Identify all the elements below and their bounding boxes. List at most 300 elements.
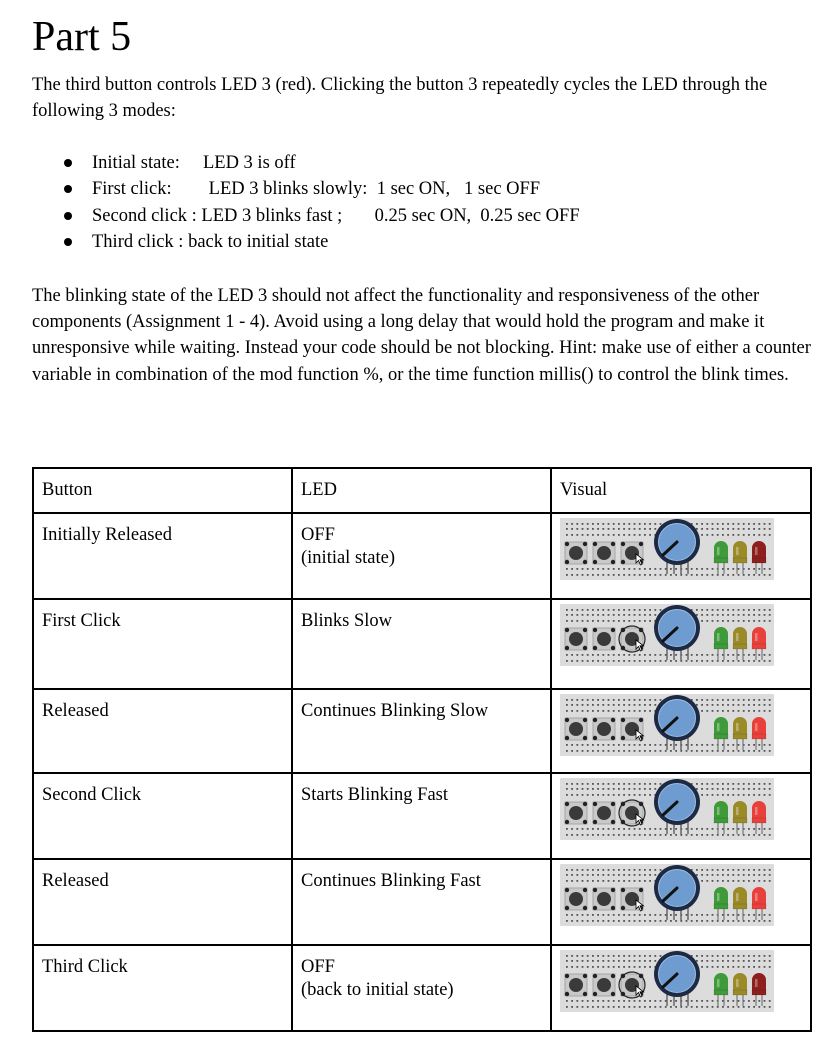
breadboard-hole [712, 914, 714, 916]
breadboard-hole [753, 609, 755, 611]
breadboard-hole [701, 750, 703, 752]
push-button-pin [565, 906, 569, 910]
breadboard-hole [758, 750, 760, 752]
breadboard-hole [571, 699, 573, 701]
led-base [752, 818, 766, 823]
push-button-pin [583, 646, 587, 650]
breadboard-hole [576, 699, 578, 701]
breadboard-hole [602, 834, 604, 836]
breadboard-hole [748, 920, 750, 922]
breadboard-hole [571, 834, 573, 836]
breadboard-hole [769, 568, 771, 570]
breadboard-hole [727, 794, 729, 796]
led-highlight [755, 893, 758, 901]
breadboard-hole [722, 920, 724, 922]
breadboard-hole [654, 874, 656, 876]
breadboard-hole [743, 523, 745, 525]
breadboard-hole [701, 914, 703, 916]
breadboard-hole [753, 1000, 755, 1002]
breadboard-hole [701, 710, 703, 712]
breadboard-hole [712, 568, 714, 570]
breadboard-hole [675, 828, 677, 830]
breadboard-hole [634, 794, 636, 796]
breadboard-hole [727, 620, 729, 622]
breadboard-hole [597, 704, 599, 706]
breadboard-hole [758, 660, 760, 662]
breadboard-hole [691, 750, 693, 752]
push-button-pin [611, 992, 615, 996]
breadboard-hole [597, 1000, 599, 1002]
breadboard-hole [571, 704, 573, 706]
breadboard-hole [706, 1006, 708, 1008]
breadboard-hole [608, 966, 610, 968]
breadboard-hole [582, 528, 584, 530]
breadboard-hole [634, 834, 636, 836]
breadboard-hole [628, 914, 630, 916]
breadboard-hole [712, 960, 714, 962]
breadboard-hole [644, 523, 646, 525]
led-highlight [717, 723, 720, 731]
breadboard-hole [628, 750, 630, 752]
breadboard-hole [732, 794, 734, 796]
breadboard-hole [639, 528, 641, 530]
breadboard-hole [566, 744, 568, 746]
breadboard-hole [597, 920, 599, 922]
breadboard-hole [743, 960, 745, 962]
breadboard-hole [706, 914, 708, 916]
breadboard-hole [769, 869, 771, 871]
breadboard-hole [644, 609, 646, 611]
breadboard-hole [712, 609, 714, 611]
breadboard-hole [649, 874, 651, 876]
breadboard-hole [764, 828, 766, 830]
breadboard-hole [613, 960, 615, 962]
breadboard-hole [686, 920, 688, 922]
led-cell: OFF (initial state) [292, 513, 551, 599]
breadboard-hole [649, 788, 651, 790]
breadboard-hole [566, 834, 568, 836]
breadboard-hole [644, 528, 646, 530]
breadboard-hole [712, 660, 714, 662]
breadboard-hole [764, 614, 766, 616]
breadboard-hole [592, 744, 594, 746]
breadboard-hole [738, 914, 740, 916]
breadboard-visual [560, 778, 774, 842]
breadboard-hole [576, 874, 578, 876]
breadboard-hole [732, 660, 734, 662]
breadboard-hole [727, 1006, 729, 1008]
breadboard-hole [587, 609, 589, 611]
breadboard-hole [608, 794, 610, 796]
breadboard-hole [602, 528, 604, 530]
breadboard-hole [602, 960, 604, 962]
breadboard-hole [597, 744, 599, 746]
breadboard-hole [654, 1000, 656, 1002]
breadboard-hole [628, 654, 630, 656]
breadboard-hole [758, 955, 760, 957]
breadboard-hole [727, 660, 729, 662]
led-base [733, 558, 747, 563]
breadboard-hole [732, 654, 734, 656]
breadboard-hole [566, 523, 568, 525]
breadboard-hole [634, 788, 636, 790]
breadboard-hole [660, 654, 662, 656]
breadboard-hole [696, 955, 698, 957]
breadboard-hole [628, 620, 630, 622]
breadboard-hole [654, 614, 656, 616]
breadboard-hole [675, 1000, 677, 1002]
breadboard-hole [758, 654, 760, 656]
led-highlight [736, 633, 739, 641]
breadboard-hole [602, 609, 604, 611]
breadboard-hole [748, 614, 750, 616]
breadboard-hole [722, 534, 724, 536]
breadboard-hole [748, 828, 750, 830]
led-base [714, 644, 728, 649]
breadboard-hole [608, 568, 610, 570]
breadboard-hole [712, 699, 714, 701]
breadboard-hole [712, 1000, 714, 1002]
breadboard-hole [634, 955, 636, 957]
breadboard-hole [644, 614, 646, 616]
breadboard-hole [634, 534, 636, 536]
breadboard-hole [582, 534, 584, 536]
breadboard-hole [628, 568, 630, 570]
breadboard-hole [639, 880, 641, 882]
breadboard-hole [602, 794, 604, 796]
breadboard-hole [623, 710, 625, 712]
breadboard-hole [654, 744, 656, 746]
breadboard-hole [701, 920, 703, 922]
breadboard-hole [748, 699, 750, 701]
breadboard-hole [571, 750, 573, 752]
breadboard-hole [592, 568, 594, 570]
breadboard-hole [592, 880, 594, 882]
breadboard-hole [582, 788, 584, 790]
push-button-pin [593, 906, 597, 910]
breadboard-hole [722, 750, 724, 752]
breadboard-hole [608, 788, 610, 790]
breadboard-hole [769, 534, 771, 536]
breadboard-hole [639, 744, 641, 746]
push-button-cap [597, 722, 611, 736]
breadboard-hole [717, 704, 719, 706]
breadboard-hole [696, 869, 698, 871]
push-button-pin [611, 646, 615, 650]
push-button-cap [597, 978, 611, 992]
breadboard-hole [722, 523, 724, 525]
led-highlight [717, 979, 720, 987]
breadboard-hole [639, 620, 641, 622]
breadboard-hole [727, 834, 729, 836]
breadboard-hole [628, 828, 630, 830]
breadboard-hole [623, 744, 625, 746]
breadboard-hole [628, 920, 630, 922]
breadboard-hole [649, 880, 651, 882]
breadboard-hole [587, 710, 589, 712]
breadboard-hole [717, 620, 719, 622]
led-highlight [717, 547, 720, 555]
breadboard-hole [613, 568, 615, 570]
breadboard-hole [587, 660, 589, 662]
breadboard-hole [571, 660, 573, 662]
breadboard-hole [758, 574, 760, 576]
breadboard-hole [675, 744, 677, 746]
breadboard-hole [592, 788, 594, 790]
breadboard-hole [613, 660, 615, 662]
breadboard-hole [628, 574, 630, 576]
breadboard-hole [566, 704, 568, 706]
list-item: Third click : back to initial state [60, 229, 580, 255]
breadboard-hole [748, 523, 750, 525]
breadboard-hole [623, 966, 625, 968]
breadboard-hole [769, 609, 771, 611]
breadboard-hole [727, 960, 729, 962]
breadboard-hole [602, 660, 604, 662]
breadboard-hole [649, 794, 651, 796]
breadboard-hole [727, 523, 729, 525]
breadboard-hole [743, 660, 745, 662]
breadboard-hole [764, 955, 766, 957]
push-button-pin [611, 974, 615, 978]
breadboard-hole [592, 654, 594, 656]
breadboard-hole [738, 528, 740, 530]
breadboard-hole [587, 568, 589, 570]
breadboard-hole [582, 834, 584, 836]
breadboard-hole [732, 869, 734, 871]
push-button-pin [583, 802, 587, 806]
breadboard-hole [738, 874, 740, 876]
breadboard-hole [639, 609, 641, 611]
breadboard-hole [743, 955, 745, 957]
breadboard-hole [571, 568, 573, 570]
breadboard-hole [566, 966, 568, 968]
breadboard-hole [639, 654, 641, 656]
breadboard-hole [727, 744, 729, 746]
breadboard-hole [732, 528, 734, 530]
breadboard-hole [576, 869, 578, 871]
breadboard-hole [582, 783, 584, 785]
breadboard-hole [722, 660, 724, 662]
push-button-pin [565, 888, 569, 892]
breadboard-hole [732, 710, 734, 712]
breadboard-hole [618, 568, 620, 570]
breadboard-hole [644, 880, 646, 882]
breadboard-hole [597, 1006, 599, 1008]
breadboard-hole [582, 609, 584, 611]
breadboard-hole [764, 880, 766, 882]
breadboard-hole [592, 699, 594, 701]
push-button-pin [621, 888, 625, 892]
breadboard-hole [758, 874, 760, 876]
breadboard-hole [660, 699, 662, 701]
table-row [33, 773, 811, 859]
breadboard-hole [701, 966, 703, 968]
breadboard-hole [597, 534, 599, 536]
breadboard-hole [639, 914, 641, 916]
breadboard-hole [769, 660, 771, 662]
push-button-pin [583, 974, 587, 978]
breadboard-hole [582, 869, 584, 871]
breadboard-hole [743, 966, 745, 968]
breadboard-hole [639, 788, 641, 790]
breadboard-hole [764, 869, 766, 871]
led-highlight [736, 723, 739, 731]
breadboard-hole [613, 1006, 615, 1008]
breadboard-hole [582, 794, 584, 796]
breadboard-hole [628, 960, 630, 962]
breadboard-hole [649, 1006, 651, 1008]
breadboard-hole [644, 1006, 646, 1008]
breadboard-hole [748, 874, 750, 876]
breadboard-hole [680, 1006, 682, 1008]
breadboard-hole [644, 874, 646, 876]
breadboard-hole [732, 920, 734, 922]
breadboard-hole [717, 710, 719, 712]
breadboard-hole [592, 874, 594, 876]
breadboard-hole [701, 960, 703, 962]
breadboard-visual [560, 864, 774, 928]
breadboard-hole [587, 750, 589, 752]
visual-cell [551, 945, 811, 1031]
breadboard-hole [582, 880, 584, 882]
breadboard-hole [654, 528, 656, 530]
breadboard-hole [764, 794, 766, 796]
breadboard-hole [566, 869, 568, 871]
breadboard-hole [748, 869, 750, 871]
breadboard-hole [623, 920, 625, 922]
breadboard-hole [727, 1000, 729, 1002]
breadboard-hole [566, 710, 568, 712]
push-button-pin [565, 974, 569, 978]
breadboard-hole [571, 528, 573, 530]
breadboard-hole [769, 699, 771, 701]
breadboard-hole [602, 955, 604, 957]
breadboard-hole [634, 914, 636, 916]
breadboard-hole [613, 654, 615, 656]
breadboard-hole [732, 614, 734, 616]
breadboard-hole [613, 920, 615, 922]
breadboard-hole [764, 750, 766, 752]
breadboard-hole [764, 914, 766, 916]
breadboard-hole [743, 834, 745, 836]
breadboard-hole [753, 744, 755, 746]
breadboard-hole [566, 750, 568, 752]
breadboard-hole [644, 966, 646, 968]
breadboard-hole [566, 528, 568, 530]
breadboard-hole [717, 960, 719, 962]
breadboard-hole [634, 523, 636, 525]
breadboard-hole [722, 783, 724, 785]
breadboard-hole [727, 609, 729, 611]
push-button-pin [565, 560, 569, 564]
led-base [733, 818, 747, 823]
breadboard-hole [654, 704, 656, 706]
breadboard-hole [654, 869, 656, 871]
breadboard-hole [639, 1006, 641, 1008]
breadboard-hole [722, 880, 724, 882]
breadboard-hole [706, 869, 708, 871]
breadboard-hole [602, 788, 604, 790]
breadboard-hole [618, 660, 620, 662]
breadboard-hole [696, 920, 698, 922]
breadboard-hole [743, 609, 745, 611]
breadboard-hole [613, 794, 615, 796]
breadboard-hole [592, 960, 594, 962]
breadboard-hole [576, 960, 578, 962]
breadboard-hole [722, 869, 724, 871]
breadboard-hole [738, 620, 740, 622]
breadboard-hole [566, 699, 568, 701]
breadboard-hole [628, 874, 630, 876]
breadboard-hole [758, 614, 760, 616]
breadboard-hole [587, 1000, 589, 1002]
breadboard-visual [560, 694, 774, 758]
breadboard-hole [634, 568, 636, 570]
breadboard-hole [722, 710, 724, 712]
breadboard-hole [727, 869, 729, 871]
breadboard-hole [582, 704, 584, 706]
breadboard-hole [623, 1006, 625, 1008]
breadboard-hole [602, 880, 604, 882]
breadboard-hole [623, 794, 625, 796]
breadboard-hole [738, 614, 740, 616]
breadboard-hole [639, 828, 641, 830]
breadboard-hole [602, 869, 604, 871]
breadboard-hole [587, 704, 589, 706]
breadboard-hole [743, 574, 745, 576]
breadboard-hole [618, 620, 620, 622]
breadboard-hole [680, 750, 682, 752]
breadboard-hole [639, 534, 641, 536]
breadboard-hole [597, 966, 599, 968]
breadboard-hole [623, 568, 625, 570]
breadboard-hole [618, 1000, 620, 1002]
breadboard-hole [628, 783, 630, 785]
breadboard-hole [722, 834, 724, 836]
breadboard-hole [701, 620, 703, 622]
breadboard-hole [639, 966, 641, 968]
breadboard-hole [654, 960, 656, 962]
breadboard-hole [712, 574, 714, 576]
breadboard-hole [602, 710, 604, 712]
breadboard-hole [576, 744, 578, 746]
breadboard-hole [712, 523, 714, 525]
breadboard-hole [727, 828, 729, 830]
breadboard-hole [758, 699, 760, 701]
breadboard-hole [582, 874, 584, 876]
led-cell: Continues Blinking Slow [292, 689, 551, 773]
breadboard-hole [592, 920, 594, 922]
breadboard-hole [758, 794, 760, 796]
breadboard-hole [758, 609, 760, 611]
breadboard-hole [712, 966, 714, 968]
breadboard-hole [649, 528, 651, 530]
breadboard-hole [644, 750, 646, 752]
breadboard-hole [623, 523, 625, 525]
breadboard-hole [587, 574, 589, 576]
breadboard-hole [701, 874, 703, 876]
breadboard-hole [618, 750, 620, 752]
breadboard-hole [649, 920, 651, 922]
breadboard-hole [701, 834, 703, 836]
breadboard-hole [738, 568, 740, 570]
breadboard-hole [727, 568, 729, 570]
breadboard-hole [738, 834, 740, 836]
breadboard-hole [613, 609, 615, 611]
breadboard-hole [660, 955, 662, 957]
breadboard-hole [623, 874, 625, 876]
